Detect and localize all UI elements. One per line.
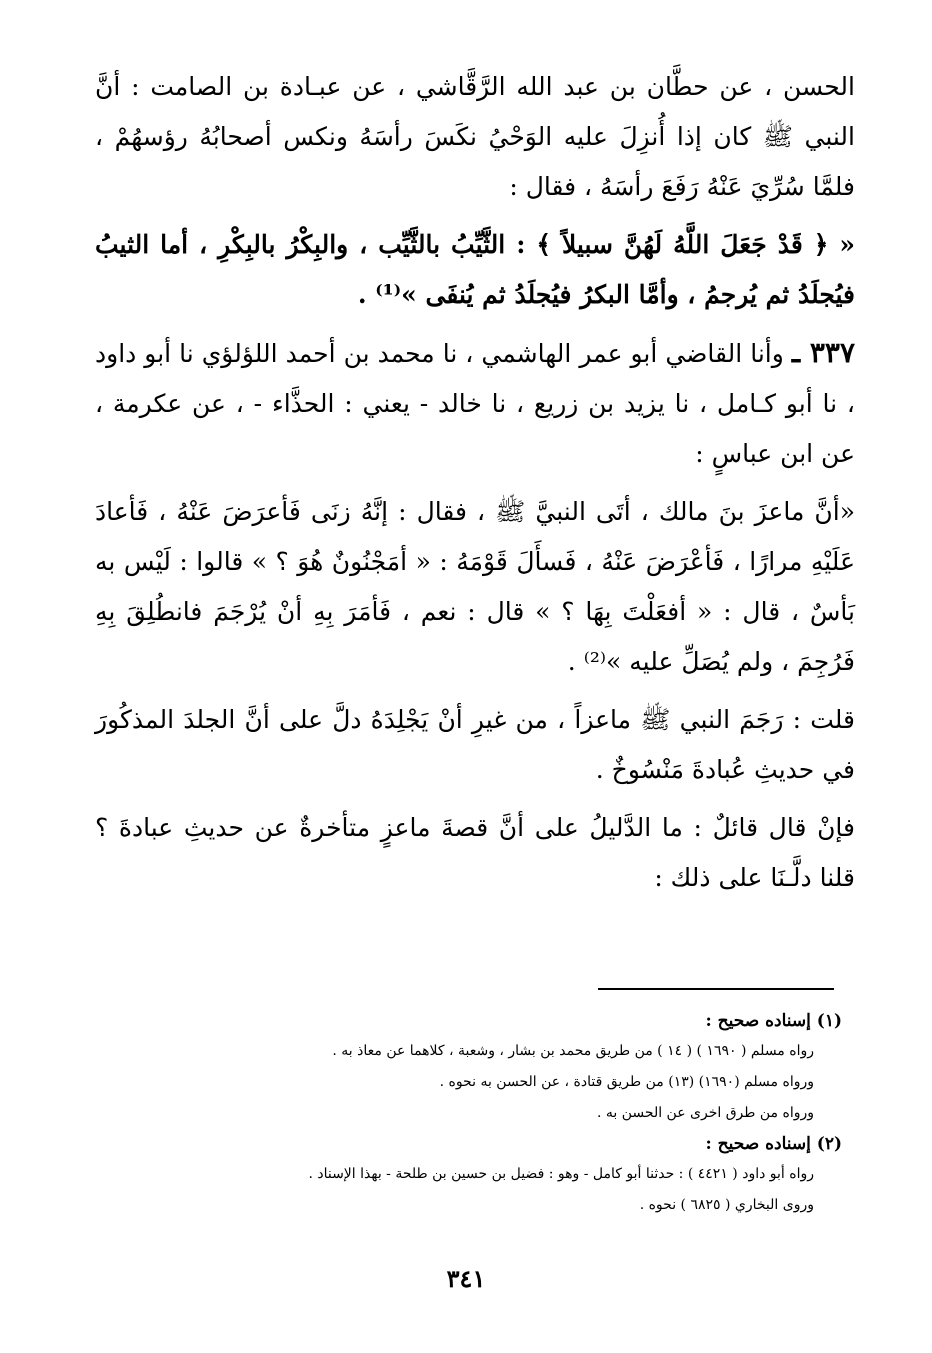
- main-text: [95, 62, 855, 911]
- footnote-2-line-1: رواه أبو داود ( ٤٤٢١ ) : حدثنا أبو كامل - وهو : فضيل بن حسين بن طلحة - بهذا الإسناد .: [308, 1166, 814, 1182]
- paragraph-1: الحسن ، عن حطَّان بن عبد الله الرَّقَّاشي ، عن عبـادة بن الصامت : أنَّ النبي ﷺ كان إذا أُنزِلَ عليه الوَحْيُ نكَسَ رأسَهُ ونكس أصحابُهُ رؤسهُمْ ، فلمَّا سُرِّيَ عَنْهُ رَفَعَ رأسَهُ ، فقال :: [95, 72, 855, 201]
- paragraph-4-hadith-text: «أنَّ ماعزَ بنَ مالك ، أتَى النبيَّ ﷺ ، فقال : إنَّهُ زنَى فَأعرَضَ عَنْهُ ، فَأعادَ عَلَيْهِ مرارًا ، فَأعْرَضَ عَنْهُ ، فَسأَلَ قَوْمَهُ : « أمَجْنُونٌ هُوَ ؟ » قالوا : لَيْس به بَأسٌ ، قال : « أفعَلْتَ بِهَا ؟ » قال : نعم ، فَأمَرَ بِهِ أنْ يُرْجَمَ فانطُلِقَ بِهِ فَرُجِمَ ، ولم يُصَلِّ عليه »⁽²⁾ .: [95, 497, 855, 676]
- footnote-1-heading: (١) إسناده صحيح :: [705, 1011, 842, 1031]
- paragraph-2-hadith-text: « ﴿ قَدْ جَعَلَ اللَّهُ لَهُنَّ سبيلاً ﴾ : الثَّيِّبُ بالثَّيِّب ، والبِكْرُ بالبِكْرِ ، أما الثيبُ فيُجلَدُ ثم يُرجمُ ، وأمَّا البكرُ فيُجلَدُ ثم يُنفَى »⁽¹⁾ .: [95, 230, 855, 309]
- paragraph-5-comment: قلت : رَجَمَ النبي ﷺ ماعزاً ، من غيرِ أنْ يَجْلِدَهُ دلَّ على أنَّ الجلدَ المذكُورَ في حديثِ عُبادةَ مَنْسُوخٌ .: [95, 705, 855, 784]
- footnote-2-line-2: وروى البخاري ( ٦٨٢٥ ) نحوه .: [639, 1197, 814, 1213]
- paragraph-6-question: فإنْ قال قائلٌ : ما الدَّليلُ على أنَّ قصةَ ماعزٍ متأخرةٌ عن حديثِ عبادةَ ؟ قلنا دلَّـنَا على ذلك :: [95, 813, 855, 892]
- paragraph-3-text: وأنا القاضي أبو عمر الهاشمي ، نا محمد بن أحمد اللؤلؤي نا أبو داود ، نا أبو كـامل ، نا يزيد بن زريع ، نا خالد - يعني : الحذَّاء - ، عن عكرمة ، عن ابن عباسٍ :: [95, 339, 855, 468]
- footnote-1-line-2: ورواه مسلم (١٦٩٠) (١٣) من طريق قتادة ، عن الحسن به نحوه .: [439, 1074, 814, 1090]
- footnotes: [110, 1006, 842, 1221]
- page-number: ٣٤١: [446, 1264, 486, 1293]
- footnote-2-heading: (٢) إسناده صحيح :: [705, 1134, 842, 1154]
- footnote-separator: [598, 988, 834, 990]
- footnote-1-line-1: رواه مسلم ( ١٦٩٠ ) ( ١٤ ) من طريق محمد بن بشار ، وشعبة ، كلاهما عن معاذ به .: [332, 1043, 814, 1059]
- hadith-number: ٣٣٧ ـ: [791, 336, 856, 369]
- paragraph-3-isnad: [95, 328, 855, 479]
- footnote-1-line-3: ورواه من طرق اخرى عن الحسن به .: [597, 1105, 814, 1121]
